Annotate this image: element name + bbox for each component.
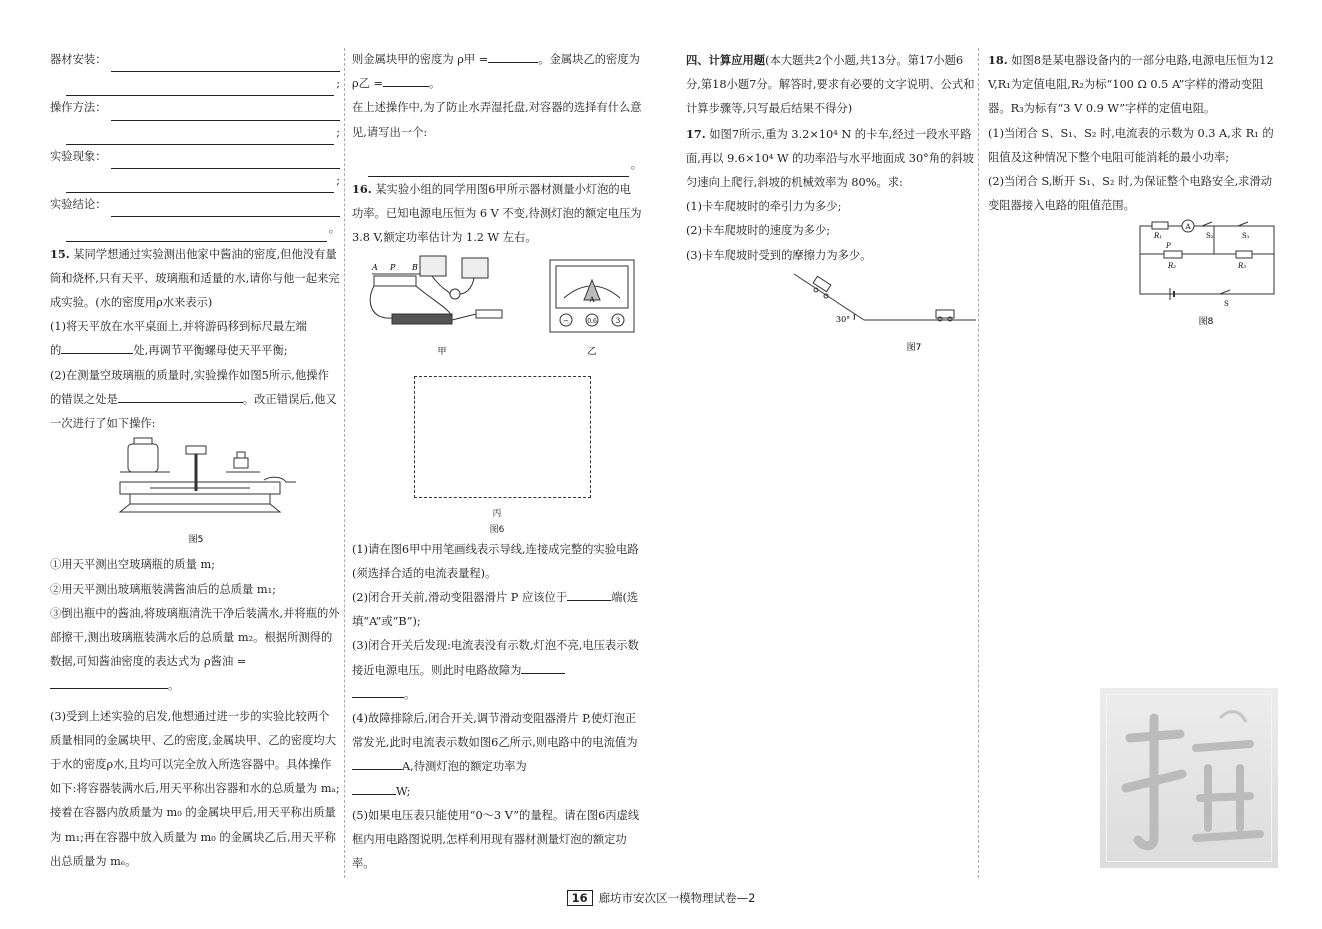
question-text: 某同学想通过实验测出他家中酱油的密度,但他没有量筒和烧杯,只有天平、玻璃瓶和适量的水,请你与他一起来完成实验。(水的密度用ρ水来表示): [50, 247, 340, 310]
figure-8-circuit: [988, 218, 1278, 328]
sub-question-2: (2)当闭合 S,断开 S₁、S₂ 时,为保证整个电路安全,求滑动变阻器接入电路的阻值范围。: [988, 175, 1273, 213]
terminal-minus: −: [563, 317, 569, 326]
label-P: P: [390, 263, 396, 273]
column-divider: [978, 48, 979, 878]
answer-line[interactable]: 。: [352, 145, 642, 177]
answer-blank[interactable]: [50, 674, 168, 689]
label-method: 操作方法：: [50, 101, 107, 115]
label-install: 器材安装：: [50, 53, 107, 66]
step-3: ③倒出瓶中的酱油,将玻璃瓶清洗干净后装满水,并将瓶的外部擦干,测出玻璃瓶装满水后的总质量 m₂。根据所测得的数据,可知酱油密度的表达式为 ρ酱油 =: [50, 606, 340, 669]
sub-question-2: (2)在测量空玻璃瓶的质量时,实验操作如图5所示,他操作的错误之处是: [50, 368, 329, 406]
column-3: [686, 48, 976, 367]
sub-question-1: (1)将天平放在水平桌面上,并将游码移到标尺最左端: [50, 320, 307, 334]
text: 。金属块乙的密度为 ρ乙 =: [352, 53, 640, 91]
answer-blank[interactable]: [352, 755, 402, 770]
answer-blank[interactable]: [521, 659, 565, 674]
answer-blank[interactable]: [118, 388, 243, 403]
column-4: [988, 48, 1278, 338]
page-number: 16: [567, 890, 593, 906]
sub-question-3: (3)受到上述实验的启发,他想通过进一步的实验比较两个质量相同的金属块甲、乙的密度,金属块甲、乙的密度均大于水的密度ρ水,且均可以完全放入所选容器中。具体操作如下:将容器装满水后,用天平称出容器和水的总质量为 mₐ;接着在容器内放质量为 m₀ 的金属块甲后,用天平称出质量为 m₁;再在容器中放入质量为 m₀ 的金属块乙后,用天平称出总质量为 mₑ。: [50, 709, 340, 868]
column-2: 则金属块甲的密度为 ρ甲 = 。金属块乙的密度为 ρ乙 = 。 在上述操作中,为了防止水弄湿托盘,对容器的选择有什么意见,请写出一个: 。 16. 某实验小组的同学用图6甲所示器材测量小灯泡的电功率。已知电源电压恒为 6 V 不变,待测灯泡的额定电压为 3.8 V,额定功率估计为 1.2 W 左右。 A P B 甲 A − 0.6 3 乙 丙 图6 (1)请在图6甲中用笔画线表示导线,连接成完整的实验电路(须选择合适的电流表量程)。 (2)闭合开关前,滑动变阻器滑片 P 应该位于 端(选填“A”或“B”); (3)闭合开关后发现:电流表没有示数,灯泡不亮,电压表示数接近电源电压。则此时电路故障为 。 (4)故障排除后,闭合开关,调节滑动变阻器滑片 P,使灯泡正常发光,此时电流表示数如图6乙所示,则电路中的电流值为A,待测灯泡的额定功率为 W; (5)如果电压表只能使用“0～3 V”的量程。请在图6丙虚线框内用电路图说明,怎样利用现有器材测量灯泡的额定功率。: [352, 48, 642, 876]
answer-line[interactable]: ;: [50, 169, 340, 193]
label-S2: S₂: [1206, 232, 1214, 241]
label-P: P: [1166, 242, 1171, 251]
text: 的: [50, 344, 62, 358]
text: 则金属块甲的密度为 ρ甲 =: [352, 53, 489, 66]
question-17: [686, 122, 976, 196]
ammeter-symbol: A: [1185, 223, 1191, 232]
sub-question-1: (1)当闭合 S、S₁、S₂ 时,电流表的示数为 0.3 A,求 R₁ 的阻值及这种情况下整个电阻可能消耗的最小功率;: [988, 126, 1274, 164]
watermark-calligraphy: [1100, 688, 1278, 868]
column-divider: [344, 48, 345, 878]
section-4-header: [686, 48, 976, 122]
step-1: ①用天平测出空玻璃瓶的质量 m;: [50, 558, 215, 572]
terminal-06: 0.6: [587, 318, 597, 326]
label-A: A: [372, 263, 378, 273]
terminal-3: 3: [615, 317, 621, 326]
label-R3: R₃: [1238, 262, 1247, 271]
figure-caption: 图8: [1198, 317, 1214, 328]
label-B: B: [412, 263, 418, 273]
question-number: 16.: [352, 181, 372, 196]
exam-title: 廊坊市安次区一模物理试卷—2: [598, 891, 756, 905]
figure-caption: 图5: [188, 535, 204, 545]
answer-blank[interactable]: [488, 48, 538, 63]
answer-blank[interactable]: [567, 586, 611, 601]
question-text: 如图8是某电器设备内的一部分电路,电源电压恒为12 V,R₁为定值电阻,R₂为标“100 Ω 0.5 A”字样的滑动变阻器。R₃为标有“3 V 0.9 W”字样的定值电阻。: [988, 54, 1274, 116]
text: (4)故障排除后,闭合开关,调节滑动变阻器滑片 P,使灯泡正常发光,此时电流表示数如图6乙所示,则电路中的电流值为: [352, 712, 638, 750]
answer-line-install[interactable]: [50, 48, 340, 72]
column-1: 器材安装： ; 操作方法： ; 实验现象： ; 实验结论： 。 15. 某同学想通过实验测出他家中酱油的密度,但他没有量筒和烧杯,只有天平、玻璃瓶和适量的水,请你与他一起来完成实验。(水的密度用ρ水来表示) (1)将天平放在水平桌面上,并将游码移到标尺最左端 的 处,再调节平衡螺母使天平平衡; (2)在测量空玻璃瓶的质量时,实验操作如图5所示,他操作的错误之处是 。改正错误后,他又一次进行了如下操作: 图5 ①用天平测出空玻璃瓶的质量 m; ②用天平测出玻璃瓶装满酱油后的总质量 m₁; ③倒出瓶中的酱油,将玻璃瓶清洗干净后装满水,并将瓶的外部擦干,测出玻璃瓶装满水后的总质量 m₂。根据所测得的数据,可知酱油密度的表达式为 ρ酱油 = 。 (3)受到上述实验的启发,他想通过进一步的实验比较两个质量相同的金属块甲、乙的密度,金属块甲、乙的密度均大于水的密度ρ水,且均可以完全放入所选容器中。具体操作如下:将容器装满水后,用天平称出容器和水的总质量为 mₐ;接着在容器内放质量为 m₀ 的金属块甲后,用天平称出质量为 m₁;再在容器中放入质量为 m₀ 的金属块乙后,用天平称出总质量为 mₑ。: [50, 48, 340, 874]
label-R1: R₁: [1154, 232, 1163, 241]
sub-question-3: (3)卡车爬坡时受到的摩擦力为多少。: [686, 248, 872, 262]
step-2: ②用天平测出玻璃瓶装满酱油后的总质量 m₁;: [50, 582, 276, 596]
text: 端(选填“A”或“B”);: [352, 591, 639, 629]
question-number: 17.: [686, 126, 706, 141]
question-number: 15.: [50, 246, 70, 261]
label-S1: S₁: [1242, 232, 1250, 241]
section-instructions: (本大题共2个小题,共13分。第17小题6分,第18小题7分。解答时,要求有必要的文字说明、公式和计算步骤等,只写最后结果不得分): [686, 54, 975, 116]
figure-label-bing: 丙: [492, 508, 502, 519]
text: 。改正错误后,他又一次进行了如下操作:: [50, 392, 337, 431]
label-S: S: [1224, 300, 1229, 309]
sub-question-1: (1)请在图6甲中用笔画线表示导线,连接成完整的实验电路(须选择合适的电流表量程)。: [352, 542, 639, 580]
page-footer: [0, 890, 1322, 906]
label-phenomenon: 实验现象：: [50, 149, 107, 163]
answer-blank[interactable]: [352, 780, 396, 795]
answer-blank[interactable]: [352, 683, 404, 698]
sub-question-2: (2)卡车爬坡时的速度为多少;: [686, 224, 831, 238]
figure-label-jia: 甲: [437, 347, 447, 358]
label-R2: R₂: [1168, 262, 1177, 271]
sub-question-1: (1)卡车爬坡时的牵引力为多少;: [686, 200, 842, 214]
question-text: 某实验小组的同学用图6甲所示器材测量小灯泡的电功率。已知电源电压恒为 6 V 不变,待测灯泡的额定电压为 3.8 V,额定功率估计为 1.2 W 左右。: [352, 182, 642, 245]
figure-6-bing-dashed-box[interactable]: [414, 376, 591, 498]
figure-label-yi: 乙: [587, 347, 597, 358]
answer-line[interactable]: 。: [50, 217, 340, 241]
answer-line[interactable]: ;: [50, 121, 340, 145]
question-18: [988, 48, 1278, 122]
text: (2)闭合开关前,滑动变阻器滑片 P 应该位于: [352, 591, 568, 605]
angle-label: 30°: [836, 314, 851, 324]
answer-line[interactable]: ;: [50, 72, 340, 96]
sub-question-5: (5)如果电压表只能使用“0～3 V”的量程。请在图6丙虚线框内用电路图说明,怎样利用现有器材测量灯泡的额定功率。: [352, 808, 640, 871]
text: (3)闭合开关后发现:电流表没有示数,灯泡不亮,电压表示数接近电源电压。则此时电路故障为: [352, 639, 639, 677]
question-15: [50, 242, 340, 316]
text: W;: [396, 784, 411, 798]
question-number: 18.: [988, 53, 1008, 67]
figure-caption: 图6: [489, 524, 505, 535]
label-conclusion: 实验结论：: [50, 198, 107, 212]
watermark-seal: [1100, 688, 1278, 868]
figure-6-apparatus: [352, 250, 642, 360]
text: 处,再调节平衡螺母使天平平衡;: [133, 344, 288, 358]
question-text: 如图7所示,重为 3.2×10⁴ N 的卡车,经过一段水平路面,再以 9.6×10⁴ W 的功率沿与水平地面成 30°角的斜坡匀速向上爬行,斜坡的机械效率为 80%。求:: [686, 127, 974, 190]
answer-blank[interactable]: [383, 72, 429, 87]
answer-blank[interactable]: [61, 339, 133, 354]
answer-line-conclusion[interactable]: [50, 193, 340, 217]
figure-caption: 图7: [906, 342, 922, 353]
question-16: [352, 177, 642, 251]
text: A,待测灯泡的额定功率为: [402, 760, 527, 774]
container-question: 在上述操作中,为了防止水弄湿托盘,对容器的选择有什么意见,请写出一个:: [352, 101, 642, 139]
answer-line-phenomenon[interactable]: [50, 145, 340, 169]
section-title: 四、计算应用题: [686, 53, 766, 67]
figure-7-slope: [686, 268, 976, 358]
figure-5-balance: [50, 436, 340, 544]
answer-line-method[interactable]: [50, 96, 340, 120]
meter-unit-A: A: [589, 296, 595, 305]
